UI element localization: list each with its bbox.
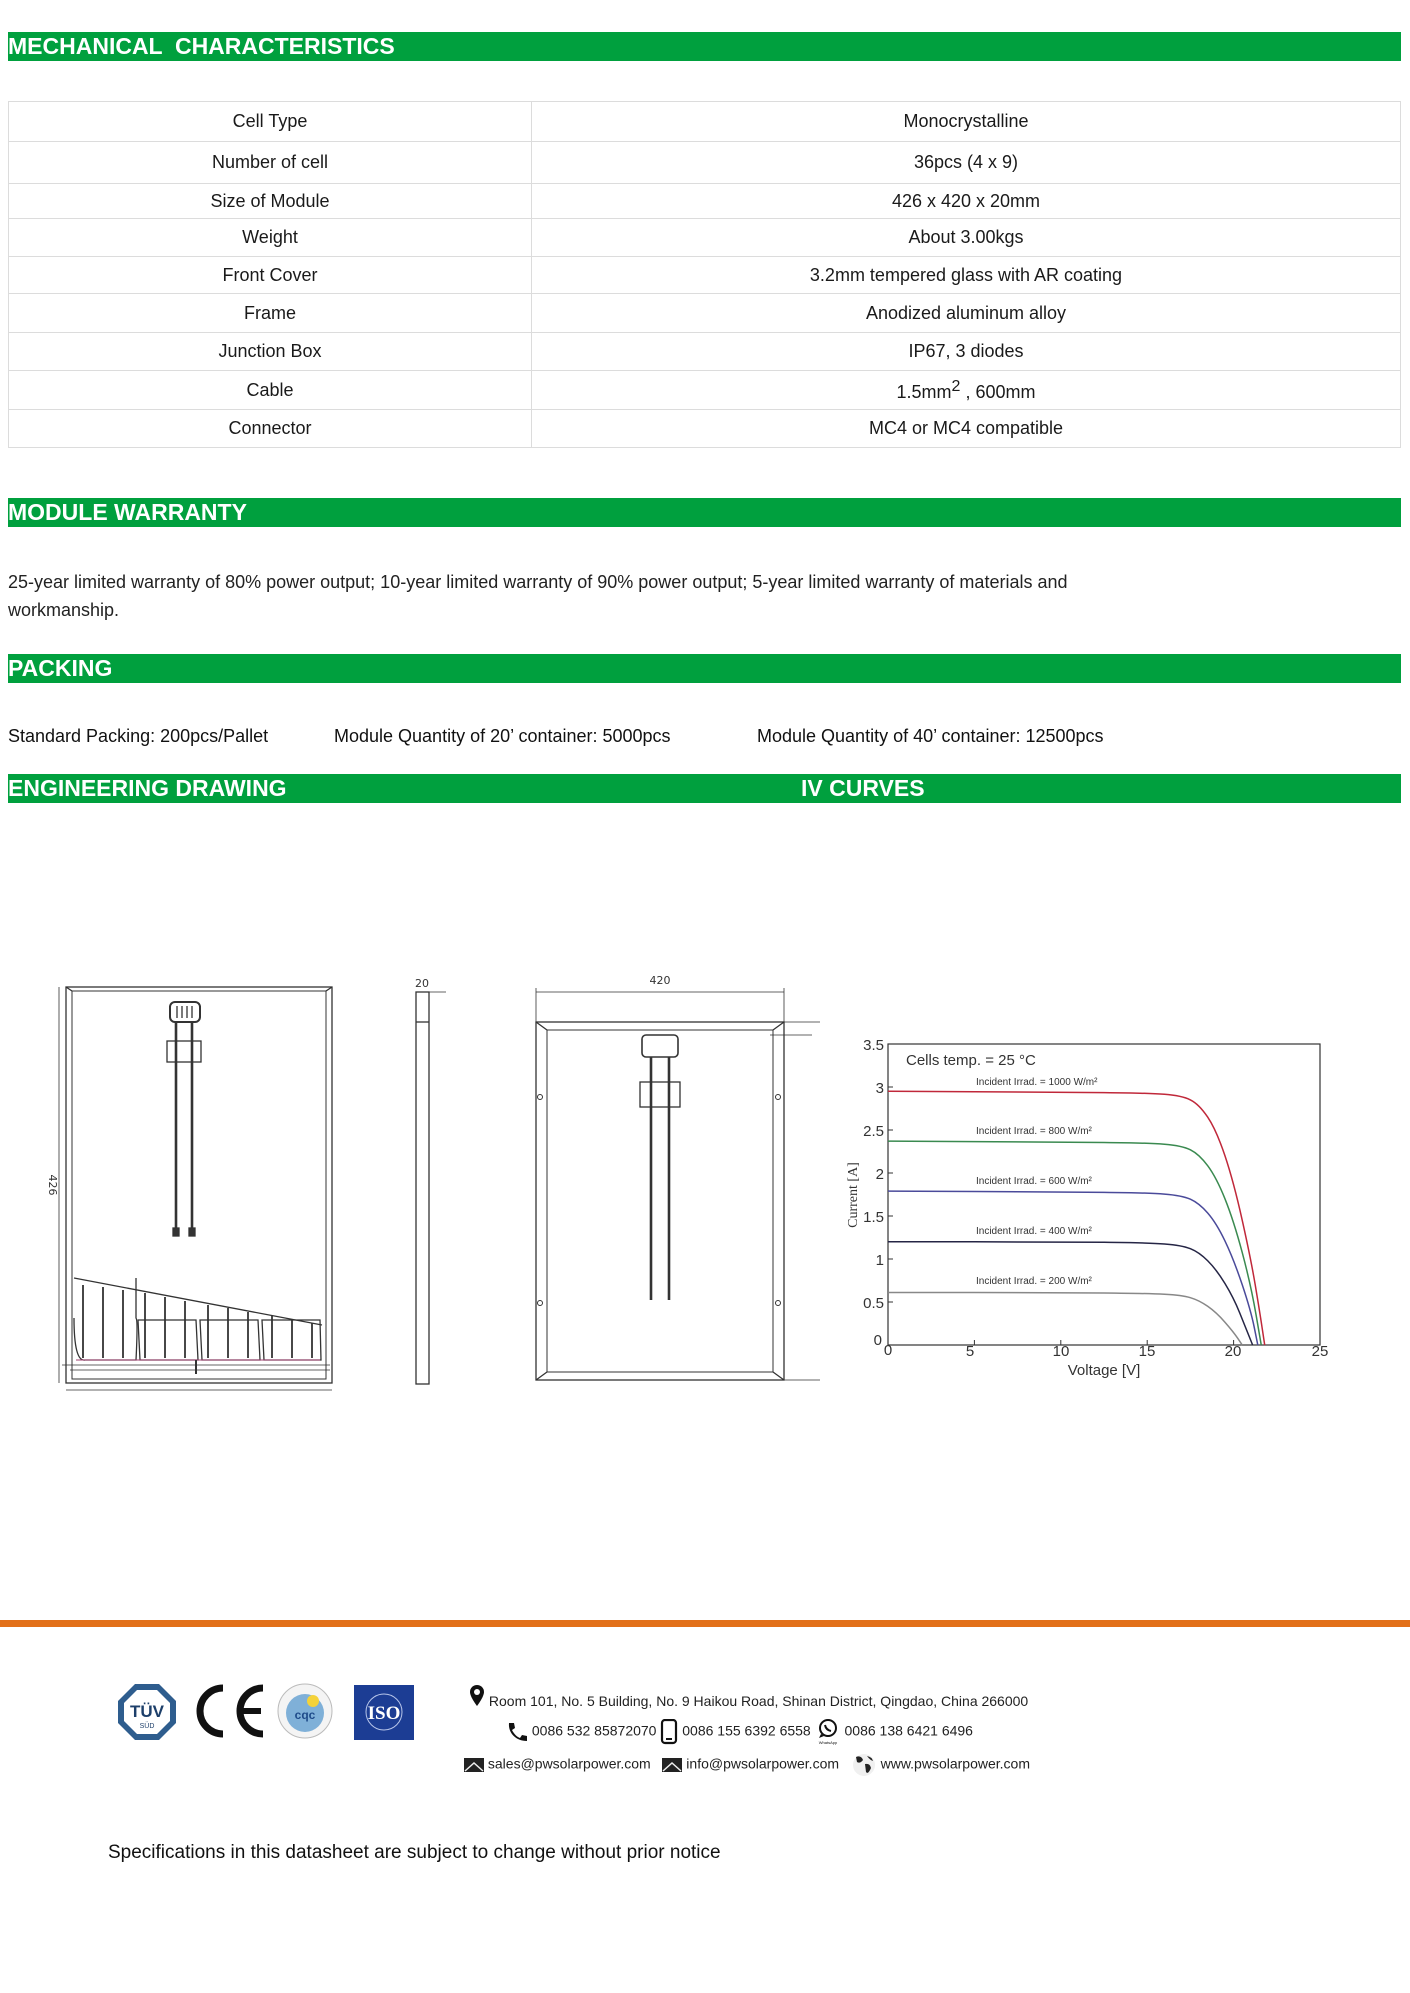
email-web-line: [464, 1752, 1030, 1778]
table-row: [9, 142, 1401, 184]
iv-curve: [888, 1293, 1242, 1345]
table-row: [9, 294, 1401, 333]
spec-label: Front Cover: [9, 257, 532, 294]
table-row: [9, 410, 1401, 448]
standard-packing: Standard Packing: 200pcs/Pallet: [8, 726, 269, 746]
phone-number[interactable]: 0086 532 85872070: [531, 1722, 657, 1739]
spec-label: Frame: [9, 294, 532, 333]
height-dimension-label: 426: [46, 1174, 59, 1196]
cable-length: , 600mm: [960, 381, 1036, 402]
x-axis-label: Voltage [V]: [1067, 1362, 1141, 1379]
spec-value: 36pcs (4 x 9): [532, 142, 1401, 184]
footer-separator: [0, 1620, 1410, 1627]
y-tick-label: 0: [873, 1332, 882, 1349]
section-title-iv-curves: IV CURVES: [801, 775, 925, 801]
x-tick-label: 5: [965, 1343, 975, 1360]
series-label: Incident Irrad. = 1000 W/m²: [976, 1077, 1098, 1088]
mobile-phone-icon: [660, 1719, 678, 1745]
svg-text:TÜV: TÜV: [130, 1702, 164, 1721]
tuv-sud-logo: [117, 1683, 177, 1741]
cable-size-exponent: 2: [951, 377, 961, 395]
spec-label: Connector: [9, 410, 532, 448]
y-tick-label: 1.5: [863, 1209, 884, 1226]
spec-label: Number of cell: [9, 142, 532, 184]
y-tick-label: 3: [875, 1080, 884, 1097]
section-title: MODULE WARRANTY: [8, 499, 247, 525]
phone-line: [506, 1718, 973, 1746]
iso-logo: [354, 1685, 414, 1740]
website-link[interactable]: www.pwsolarpower.com: [880, 1755, 1030, 1772]
spec-value: Anodized aluminum alloy: [532, 294, 1401, 333]
warranty-line: workmanship.: [8, 600, 120, 620]
svg-text:cqc: cqc: [294, 1708, 316, 1722]
globe-icon: [851, 1752, 877, 1778]
chart-annotation: Cells temp. = 25 °C: [906, 1052, 1036, 1069]
x-tick-label: 10: [1052, 1343, 1070, 1360]
svg-text:WhatsApp: WhatsApp: [818, 1740, 837, 1745]
container-40-quantity: Module Quantity of 40’ container: 12500pcs: [757, 726, 1104, 746]
x-tick-label: 15: [1138, 1343, 1156, 1360]
section-title: MECHANICAL CHARACTERISTICS: [8, 33, 395, 59]
section-header-warranty: [8, 498, 1401, 527]
iv-curve: [888, 1141, 1261, 1345]
svg-text:ISO: ISO: [367, 1703, 401, 1724]
y-tick-label: 2.5: [863, 1123, 884, 1140]
spec-value: 3.2mm tempered glass with AR coating: [532, 257, 1401, 294]
container-20-quantity: Module Quantity of 20’ container: 5000pcs: [334, 726, 671, 746]
x-tick-label: 25: [1311, 1343, 1329, 1360]
table-row: [9, 257, 1401, 294]
y-tick-label: 3.5: [863, 1037, 884, 1054]
series-label: Incident Irrad. = 200 W/m²: [976, 1276, 1092, 1287]
warranty-line: 25-year limited warranty of 80% power output; 10-year limited warranty of 90% power output; 5-year limited warranty of materials and: [8, 572, 1068, 592]
spec-label: Cell Type: [9, 102, 532, 142]
mail-icon: [464, 1758, 484, 1772]
iv-curve: [888, 1191, 1258, 1345]
table-row: [9, 184, 1401, 219]
mobile-number[interactable]: 0086 155 6392 6558: [682, 1722, 811, 1739]
whatsapp-icon: [815, 1718, 841, 1746]
phone-icon: [506, 1722, 528, 1742]
y-tick-label: 0.5: [863, 1295, 884, 1312]
y-axis-label: Current [A]: [846, 1162, 861, 1228]
mechanical-spec-table: [8, 101, 1401, 448]
spec-value: 426 x 420 x 20mm: [532, 184, 1401, 219]
cqc-logo: [277, 1683, 333, 1739]
table-row: [9, 371, 1401, 410]
spec-label: Weight: [9, 219, 532, 257]
spec-label: Size of Module: [9, 184, 532, 219]
spec-label: Junction Box: [9, 333, 532, 371]
disclaimer-note: Specifications in this datasheet are subject to change without prior notice: [108, 1842, 721, 1863]
series-label: Incident Irrad. = 600 W/m²: [976, 1176, 1092, 1187]
thickness-dimension-label: 20: [415, 977, 429, 990]
ce-mark-logo: [189, 1684, 267, 1738]
table-row: [9, 102, 1401, 142]
plot-area: [888, 1044, 1320, 1345]
series-label: Incident Irrad. = 400 W/m²: [976, 1226, 1092, 1237]
cable-size: 1.5mm: [896, 381, 952, 402]
address-line: [469, 1685, 1028, 1707]
map-pin-icon: [469, 1685, 485, 1707]
spec-value: About 3.00kgs: [532, 219, 1401, 257]
table-row: [9, 219, 1401, 257]
spec-value: MC4 or MC4 compatible: [532, 410, 1401, 448]
series-label: Incident Irrad. = 800 W/m²: [976, 1126, 1092, 1137]
address-text: Room 101, No. 5 Building, No. 9 Haikou Road, Shinan District, Qingdao, China 266000: [488, 1692, 1029, 1709]
spec-label: Cable: [9, 371, 532, 410]
mail-icon: [662, 1758, 682, 1772]
sales-email[interactable]: sales@pwsolarpower.com: [487, 1755, 651, 1772]
section-header-engineering-iv: [8, 774, 1401, 803]
spec-value: Monocrystalline: [532, 102, 1401, 142]
iv-curves-chart: [840, 1020, 1340, 1380]
warranty-text: [8, 568, 1068, 624]
engineering-drawing: [40, 960, 820, 1400]
table-row: [9, 333, 1401, 371]
spec-value: [532, 371, 1401, 410]
x-tick-label: 0: [883, 1342, 893, 1359]
whatsapp-number[interactable]: 0086 138 6421 6496: [844, 1722, 973, 1739]
section-header-mechanical: [8, 32, 1401, 61]
width-dimension-label: 420: [649, 974, 671, 987]
spec-value: IP67, 3 diodes: [532, 333, 1401, 371]
y-tick-label: 1: [875, 1252, 884, 1269]
section-title: PACKING: [8, 655, 113, 681]
info-email[interactable]: info@pwsolarpower.com: [686, 1755, 840, 1772]
section-header-packing: [8, 654, 1401, 683]
x-tick-label: 20: [1224, 1343, 1242, 1360]
y-tick-label: 2: [875, 1166, 884, 1183]
svg-text:SÜD: SÜD: [139, 1723, 155, 1730]
section-title-engineering: ENGINEERING DRAWING: [8, 775, 287, 801]
